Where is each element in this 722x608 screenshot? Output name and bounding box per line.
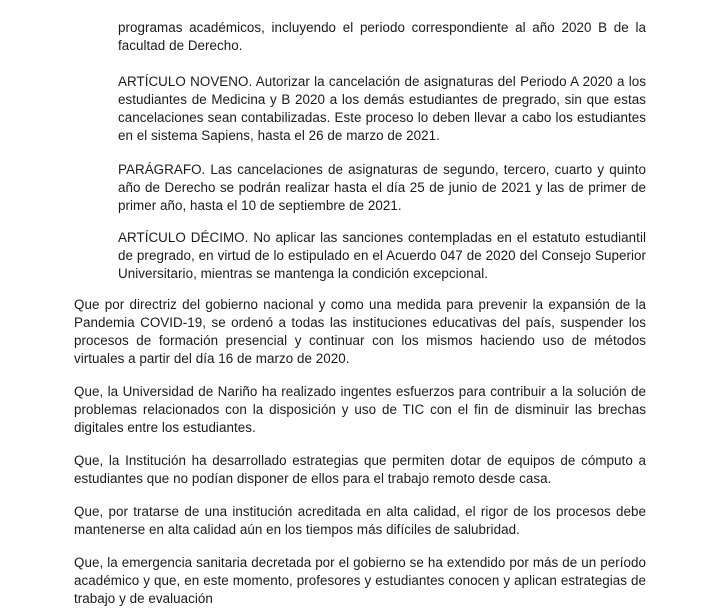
articulo-noveno-paragraph: ARTÍCULO NOVENO. Autorizar la cancelación de asignaturas del Periodo A 2020 a los estudiantes de Medicina y B 2020 a los demás estudiantes de pregrado, sin que estas cancelaciones sean contabilizadas. Este proceso lo deben llevar a cabo los estudiantes en el sistema Sapiens, hasta el 26 de marzo de 2021. (118, 74, 646, 143)
consideration-paragraph: Que, la emergencia sanitaria decretada por el gobierno se ha extendido por más de un período académico y que, en este momento, profesores y estudiantes conocen y aplican estrategias de trabajo y de evaluación (74, 555, 646, 606)
paragrafo-paragraph: PARÁGRAFO. Las cancelaciones de asignaturas de segundo, tercero, cuarto y quinto año de Derecho se podrán realizar hasta el día 25 de junio de 2021 y las de primer de primer año, hasta el 10 de septiembre de 2021. (118, 162, 646, 213)
continuation-paragraph: programas académicos, incluyendo el periodo correspondiente al año 2020 B de la facultad de Derecho. (118, 20, 646, 53)
consideration-paragraph: Que, la Universidad de Nariño ha realizado ingentes esfuerzos para contribuir a la solución de problemas relacionados con la disposición y uso de TIC con el fin de disminuir las brechas digitales entre los estudiantes. (74, 384, 646, 435)
consideration-paragraph: Que, por tratarse de una institución acreditada en alta calidad, el rigor de los procesos debe mantenerse en alta calidad aún en los tiempos más difíciles de salubridad. (74, 504, 646, 537)
articulo-decimo-paragraph: ARTÍCULO DÉCIMO. No aplicar las sanciones contempladas en el estatuto estudiantil de pregrado, en virtud de lo estipulado en el Acuerdo 047 de 2020 del Consejo Superior Universitario, mientras se mantenga la condición excepcional. (118, 230, 646, 281)
consideration-paragraph: Que, la Institución ha desarrollado estrategias que permiten dotar de equipos de cómputo a estudiantes que no podían disponer de ellos para el trabajo remoto desde casa. (74, 453, 646, 486)
consideration-paragraph: Que por directriz del gobierno nacional y como una medida para prevenir la expansión de la Pandemia COVID-19, se ordenó a todas las instituciones educativas del país, suspender los procesos de formación presencial y continuar con los mismos haciendo uso de métodos virtuales a partir del día 16 de marzo de 2020. (74, 297, 646, 366)
